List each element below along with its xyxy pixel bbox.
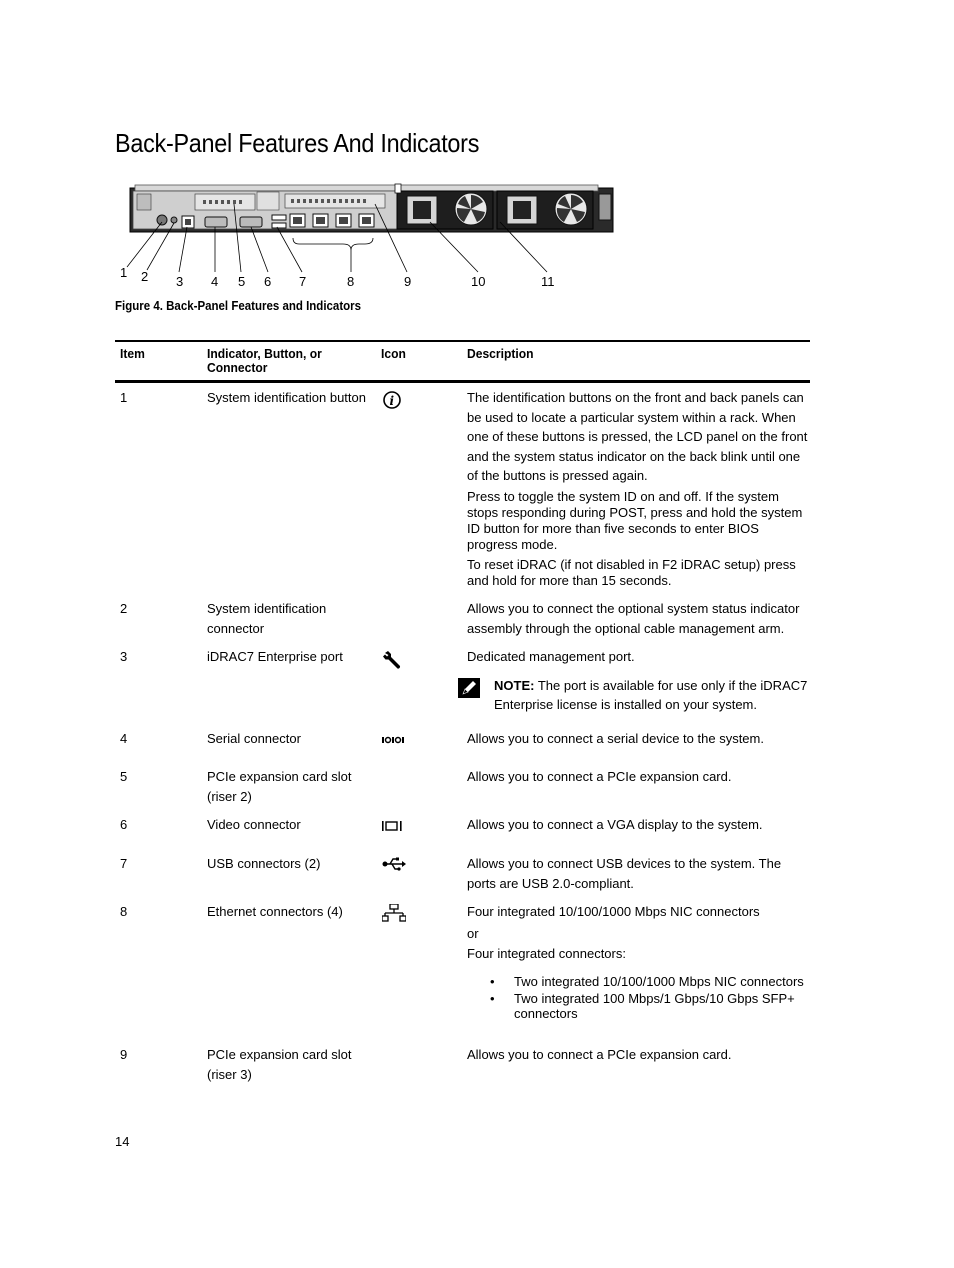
row-description: Allows you to connect a PCIe expansion card.: [467, 1047, 732, 1062]
row-name: System identification connector: [207, 601, 327, 636]
row-item: 6: [120, 817, 128, 832]
row-item: 8: [120, 904, 128, 919]
header-description: Description: [467, 346, 534, 361]
callout-1: 1: [120, 265, 128, 280]
row-description: Allows you to connect a serial device to the system.: [467, 731, 764, 746]
row-item: 1: [120, 390, 128, 405]
row-description: Allows you to connect a VGA display to the system.: [467, 817, 763, 832]
description-paragraph: or: [467, 925, 479, 941]
server-back-panel-illustration: [115, 182, 625, 294]
row-name: USB connectors (2): [207, 856, 321, 871]
wrench-icon: [382, 649, 404, 671]
callout-7: 7: [299, 274, 307, 289]
row-name: PCIe expansion card slot (riser 3): [207, 1047, 352, 1082]
header-item: Item: [120, 346, 145, 361]
callout-9: 9: [404, 274, 412, 289]
description-paragraph: Four integrated connectors:: [467, 946, 626, 961]
description-paragraph: The identification buttons on the front and back panels can be used to locate a particular system within a rack. When one of these buttons is pressed, the LCD panel on the front and the system status indicator on the back blink until one of the buttons is pressed again.: [467, 390, 808, 483]
row-item: 2: [120, 601, 128, 616]
network-icon: [382, 904, 406, 922]
video-icon: [382, 820, 402, 832]
table-header: [115, 340, 810, 383]
page-number: 14: [115, 1134, 130, 1149]
row-name: Serial connector: [207, 731, 301, 746]
back-panel-figure: [115, 182, 625, 294]
svg-text:i: i: [389, 394, 395, 408]
serial-icon: [382, 735, 408, 745]
callout-11: 11: [541, 274, 555, 289]
note-pencil-icon: [458, 678, 480, 704]
row-item: 3: [120, 649, 128, 664]
description-paragraph: To reset iDRAC (if not disabled in F2 iDRAC setup) press and hold for more than 15 seconds.: [467, 556, 796, 588]
features-table: [115, 340, 810, 1082]
description-paragraph: Four integrated 10/100/1000 Mbps NIC connectors: [467, 904, 760, 919]
callout-6: 6: [264, 274, 272, 289]
row-item: 4: [120, 731, 128, 746]
figure-caption: Figure 4. Back-Panel Features and Indicators: [115, 299, 362, 313]
callout-5: 5: [238, 274, 246, 289]
row-name: Ethernet connectors (4): [207, 904, 343, 919]
row-item: 5: [120, 769, 128, 784]
callout-3: 3: [176, 274, 184, 289]
row-description: Allows you to connect USB devices to the system. The ports are USB 2.0-compliant.: [467, 856, 782, 891]
usb-icon: [382, 857, 406, 871]
row-item: 7: [120, 856, 128, 871]
row-name: iDRAC7 Enterprise port: [207, 649, 343, 664]
callout-4: 4: [211, 274, 219, 289]
row-description: Allows you to connect the optional system status indicator assembly through the optional cable management arm.: [467, 601, 800, 636]
note-label: NOTE:: [494, 677, 535, 693]
list-item: • Two integrated 100 Mbps/1 Gbps/10 Gbps SFP+ connectors: [490, 990, 795, 1021]
note-text: The port is available for use only if the iDRAC7 Enterprise license is installed on your system.: [494, 677, 808, 712]
row-description: [467, 647, 810, 715]
note-box: [467, 676, 810, 715]
header-name: Indicator, Button, or Connector: [207, 346, 322, 375]
callout-8: 8: [347, 274, 355, 289]
row-description: [467, 388, 810, 592]
row-description: [467, 902, 810, 1023]
callout-2: 2: [141, 269, 149, 284]
list-item: • Two integrated 10/100/1000 Mbps NIC connectors: [490, 973, 804, 989]
system-id-icon: [382, 390, 402, 410]
page-title: Back-Panel Features And Indicators: [115, 128, 480, 158]
description-paragraph: Press to toggle the system ID on and off. If the system stops responding during POST, press and hold the system ID button for more than five seconds to enter BIOS progress mode.: [467, 488, 803, 552]
callout-10: 10: [471, 274, 486, 289]
row-item: 9: [120, 1047, 128, 1062]
row-name: PCIe expansion card slot (riser 2): [207, 769, 352, 804]
bullet-list: [467, 974, 810, 1021]
row-description: Allows you to connect a PCIe expansion card.: [467, 769, 732, 784]
row-name: System identification button: [207, 390, 366, 405]
header-icon: Icon: [381, 346, 406, 361]
row-name: Video connector: [207, 817, 301, 832]
description-paragraph: Dedicated management port.: [467, 649, 635, 664]
